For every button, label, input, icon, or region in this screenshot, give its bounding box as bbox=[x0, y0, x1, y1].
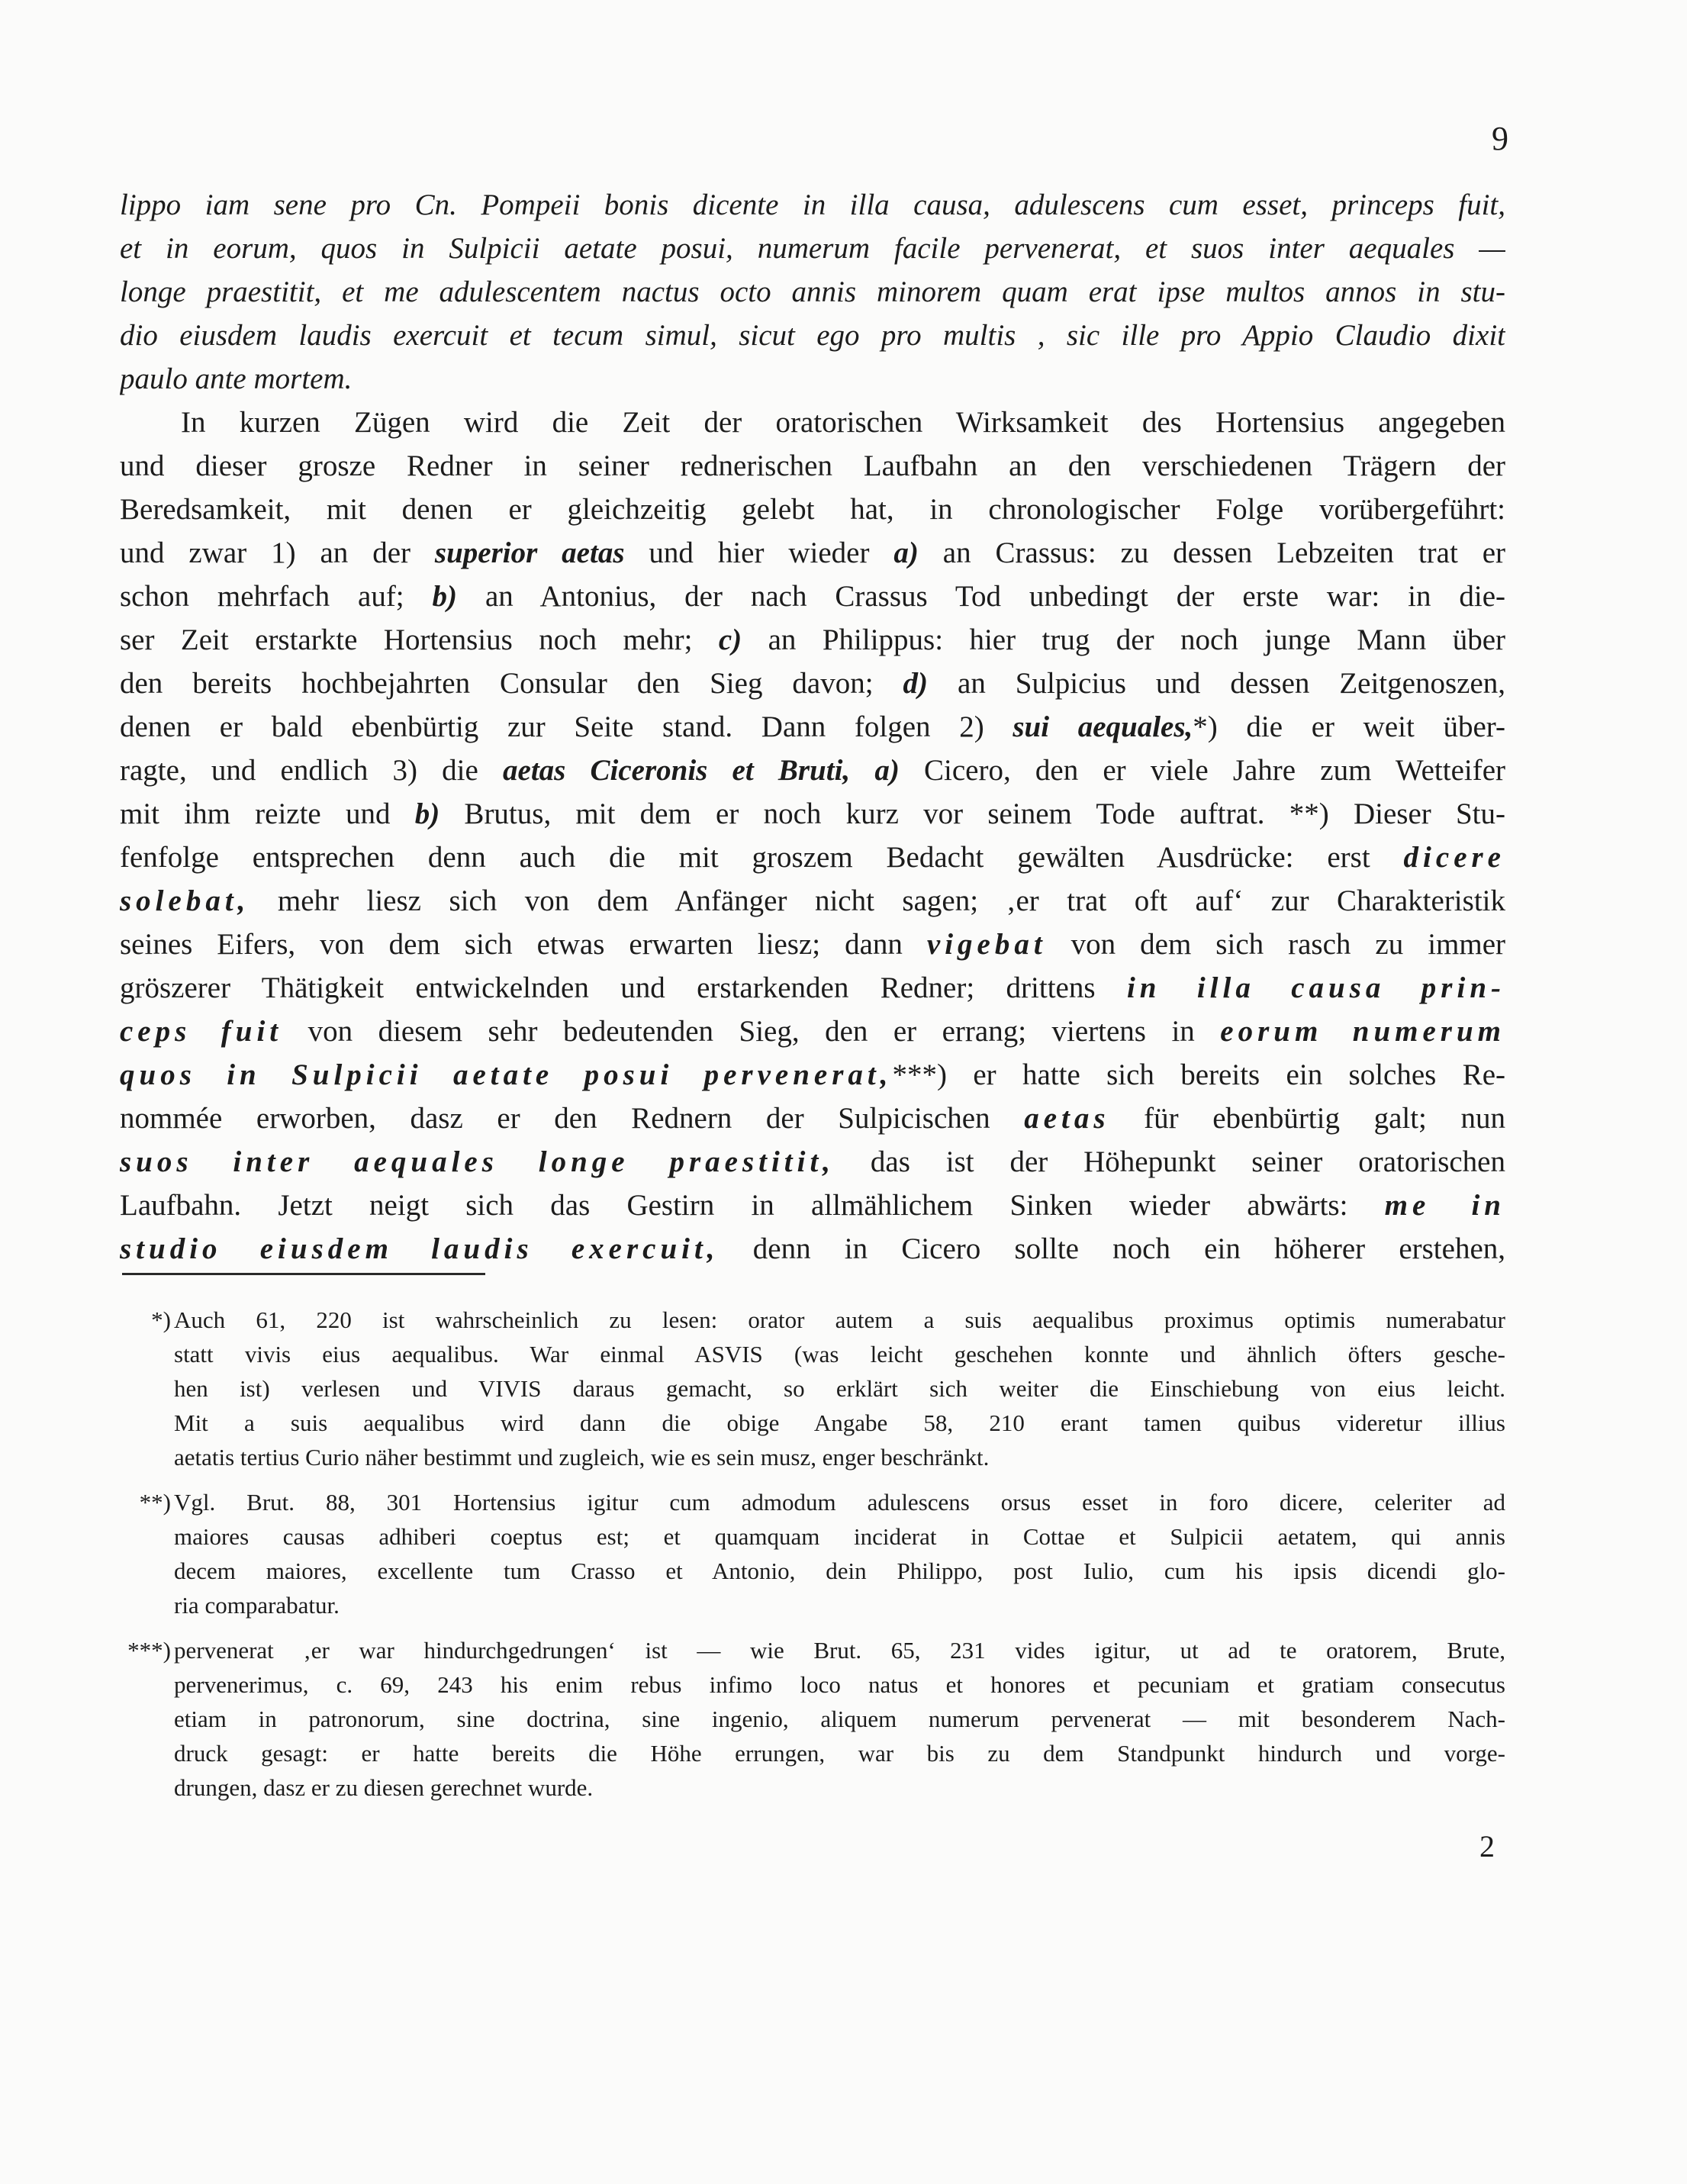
text-line bbox=[120, 183, 1505, 227]
emphasized-text: studio eiusdem laudis exercuit, bbox=[120, 1232, 720, 1265]
emphasized-text: in illa causa prin- bbox=[1126, 971, 1505, 1004]
text-run: schon mehrfach auf; bbox=[120, 580, 433, 613]
text-run: an Sulpicius und dessen Zeitgenoszen, bbox=[928, 667, 1505, 700]
text-line bbox=[120, 1097, 1505, 1140]
footnote-line: drungen, dasz er zu diesen gerechnet wurde. bbox=[174, 1774, 594, 1801]
footnote-line: decem maiores, excellente tum Crasso et Antonio, dein Philippo, post Iulio, cum his ipsis dicendi glo- bbox=[174, 1557, 1505, 1584]
emphasized-text: ceps fuit bbox=[120, 1015, 283, 1048]
text-run: an Antonius, der nach Crassus Tod unbedingt der erste war: in die- bbox=[457, 580, 1505, 613]
text-run: Beredsamkeit, mit denen er gleichzeitig gelebt hat, in chronologischer Folge vorübergeführt: bbox=[120, 493, 1505, 526]
text-run: In kurzen Zügen wird die Zeit der oratorischen Wirksamkeit des Hortensius angegeben bbox=[181, 406, 1505, 439]
footnote bbox=[107, 1485, 1505, 1622]
text-line bbox=[120, 575, 1505, 618]
text-line bbox=[120, 531, 1505, 575]
text-line bbox=[120, 662, 1505, 705]
text-run: denn in Cicero sollte noch ein höherer erstehen, bbox=[719, 1232, 1505, 1265]
text-line bbox=[120, 1010, 1505, 1053]
text-run: Laufbahn. Jetzt neigt sich das Gestirn in allmählichem Sinken wieder abwärts: bbox=[120, 1189, 1385, 1222]
emphasized-text: eorum numerum bbox=[1220, 1015, 1505, 1048]
footnote-separator-rule bbox=[122, 1273, 485, 1275]
text-run: *) die er weit über- bbox=[1193, 710, 1505, 743]
text-run: denen er bald ebenbürtig zur Seite stand. Dann folgen 2) bbox=[120, 710, 1013, 743]
emphasized-text: et in eorum, quos in Sulpicii aetate posui, numerum facile pervenerat, et suos inter aequales — bbox=[120, 232, 1505, 265]
text-line bbox=[120, 227, 1505, 270]
text-run: und hier wieder bbox=[624, 536, 894, 569]
footnote-line: ria comparabatur. bbox=[174, 1592, 340, 1619]
footnote-line: Auch 61, 220 ist wahrscheinlich zu lesen: orator autem a suis aequalibus proximus optimis numerabatur bbox=[174, 1306, 1505, 1333]
footnote-line: hen ist) verlesen und VIVIS daraus gemacht, so erklärt sich weiter die Einschiebung von eius leicht. bbox=[174, 1375, 1505, 1402]
text-line bbox=[120, 488, 1505, 531]
footnotes-block bbox=[107, 1303, 1505, 1815]
text-line bbox=[120, 357, 1505, 401]
text-line bbox=[120, 401, 1505, 444]
page-number: 9 bbox=[1492, 120, 1508, 157]
text-run: Cicero, den er viele Jahre zum Wetteifer bbox=[899, 754, 1505, 787]
footnote-marker: ***) bbox=[127, 1637, 171, 1664]
text-line bbox=[120, 444, 1505, 488]
text-run: mehr liesz sich von dem Anfänger nicht sagen; ‚er trat oft auf‘ zur Charakteristik bbox=[250, 884, 1505, 917]
footnote bbox=[107, 1633, 1505, 1805]
text-run: und zwar 1) an der bbox=[120, 536, 435, 569]
footnote-line: druck gesagt: er hatte bereits die Höhe errungen, war bis zu dem Standpunkt hindurch und vorge- bbox=[174, 1740, 1505, 1767]
text-line bbox=[120, 270, 1505, 314]
emphasized-text: dio eiusdem laudis exercuit et tecum simul, sicut ego pro multis , sic ille pro Appio Claudio dixit bbox=[120, 319, 1505, 352]
text-line bbox=[120, 314, 1505, 357]
text-line bbox=[120, 966, 1505, 1010]
emphasized-text: suos inter aequales longe praestitit, bbox=[120, 1145, 835, 1178]
emphasized-text: d) bbox=[903, 667, 929, 700]
emphasized-text: aetas Ciceronis et Bruti, a) bbox=[503, 754, 900, 787]
text-run: von dem sich rasch zu immer bbox=[1046, 928, 1505, 961]
footnote-line: etiam in patronorum, sine doctrina, sine ingenio, aliquem numerum pervenerat — mit besonderem Nach- bbox=[174, 1706, 1505, 1732]
text-run: an Philippus: hier trug der noch junge Mann über bbox=[742, 623, 1505, 656]
emphasized-text: paulo ante mortem. bbox=[120, 362, 353, 395]
text-line bbox=[120, 1184, 1505, 1227]
emphasized-text: me in bbox=[1384, 1189, 1505, 1222]
footnote bbox=[107, 1303, 1505, 1474]
footnote-marker: **) bbox=[139, 1489, 171, 1516]
emphasized-text: longe praestitit, et me adulescentem nactus octo annis minorem quam erat ipse multos annos in stu- bbox=[120, 275, 1505, 308]
text-run: fenfolge entsprechen denn auch die mit groszem Bedacht gewälten Ausdrücke: erst bbox=[120, 841, 1404, 874]
text-run: mit ihm reizte und bbox=[120, 797, 415, 830]
text-run: das ist der Höhepunkt seiner oratorischen bbox=[835, 1145, 1505, 1178]
emphasized-text: a) bbox=[893, 536, 919, 569]
text-run: den bereits hochbejahrten Consular den Sieg davon; bbox=[120, 667, 903, 700]
text-run: ragte, und endlich 3) die bbox=[120, 754, 504, 787]
text-line bbox=[120, 879, 1505, 923]
emphasized-text: aetas bbox=[1024, 1102, 1110, 1135]
footnote-line: pervenerat ‚er war hindurchgedrungen‘ ist — wie Brut. 65, 231 vides igitur, ut ad te oratorem, Brute, bbox=[174, 1637, 1505, 1664]
footnote-marker: *) bbox=[151, 1306, 171, 1333]
text-run: gröszerer Thätigkeit entwickelnden und erstarkenden Redner; drittens bbox=[120, 971, 1127, 1004]
text-line bbox=[120, 1140, 1505, 1184]
text-run: ***) er hatte sich bereits ein solches Re- bbox=[892, 1058, 1505, 1091]
emphasized-text: b) bbox=[432, 580, 458, 613]
text-line bbox=[120, 1227, 1505, 1271]
emphasized-text: vigebat bbox=[926, 928, 1047, 961]
footnote-line: Mit a suis aequalibus wird dann die obige Angabe 58, 210 erant tamen quibus videretur illius bbox=[174, 1409, 1505, 1436]
text-run: und dieser grosze Redner in seiner rednerischen Laufbahn an den verschiedenen Trägern der bbox=[120, 449, 1505, 482]
text-line bbox=[120, 618, 1505, 662]
text-line bbox=[120, 749, 1505, 792]
text-line bbox=[120, 792, 1505, 836]
text-run: ser Zeit erstarkte Hortensius noch mehr; bbox=[120, 623, 719, 656]
footnote-line: Vgl. Brut. 88, 301 Hortensius igitur cum admodum adulescens orsus esset in foro dicere, celeriter ad bbox=[174, 1489, 1505, 1516]
text-line bbox=[120, 836, 1505, 879]
text-run: nommée erworben, dasz er den Rednern der Sulpicischen bbox=[120, 1102, 1025, 1135]
text-line bbox=[120, 923, 1505, 966]
footnote-line: maiores causas adhiberi coeptus est; et quamquam inciderat in Cottae et Sulpicii aetatem, qui annis bbox=[174, 1523, 1505, 1550]
emphasized-text: lippo iam sene pro Cn. Pompeii bonis dicente in illa causa, adulescens cum esset, princeps fuit, bbox=[120, 188, 1505, 221]
signature-mark: 2 bbox=[1479, 1829, 1495, 1863]
emphasized-text: sui aequales, bbox=[1013, 710, 1193, 743]
text-line bbox=[120, 705, 1505, 749]
text-run: für ebenbürtig galt; nun bbox=[1109, 1102, 1505, 1135]
emphasized-text: superior aetas bbox=[434, 536, 625, 569]
footnote-line: statt vivis eius aequalibus. War einmal ASVIS (was leicht geschehen konnte und ähnlich öfters gesche- bbox=[174, 1341, 1505, 1367]
footnote-line: pervenerimus, c. 69, 243 his enim rebus infimo loco natus et honores et pecuniam et gratiam consecutus bbox=[174, 1671, 1505, 1698]
footnote-line: aetatis tertius Curio näher bestimmt und zugleich, wie es sein musz, enger beschränkt. bbox=[174, 1444, 990, 1470]
emphasized-text: b) bbox=[414, 797, 440, 830]
emphasized-text: solebat, bbox=[120, 884, 250, 917]
emphasized-text: quos in Sulpicii aetate posui pervenerat, bbox=[120, 1058, 893, 1091]
text-run: von diesem sehr bedeutenden Sieg, den er errang; viertens in bbox=[282, 1015, 1221, 1048]
emphasized-text: c) bbox=[718, 623, 742, 656]
main-text-block bbox=[120, 183, 1505, 1271]
text-run: Brutus, mit dem er noch kurz vor seinem Tode auftrat. **) Dieser Stu- bbox=[439, 797, 1505, 830]
text-run: an Crassus: zu dessen Lebzeiten trat er bbox=[918, 536, 1505, 569]
text-line bbox=[120, 1053, 1505, 1097]
text-run: seines Eifers, von dem sich etwas erwarten liesz; dann bbox=[120, 928, 927, 961]
emphasized-text: dicere bbox=[1403, 841, 1505, 874]
